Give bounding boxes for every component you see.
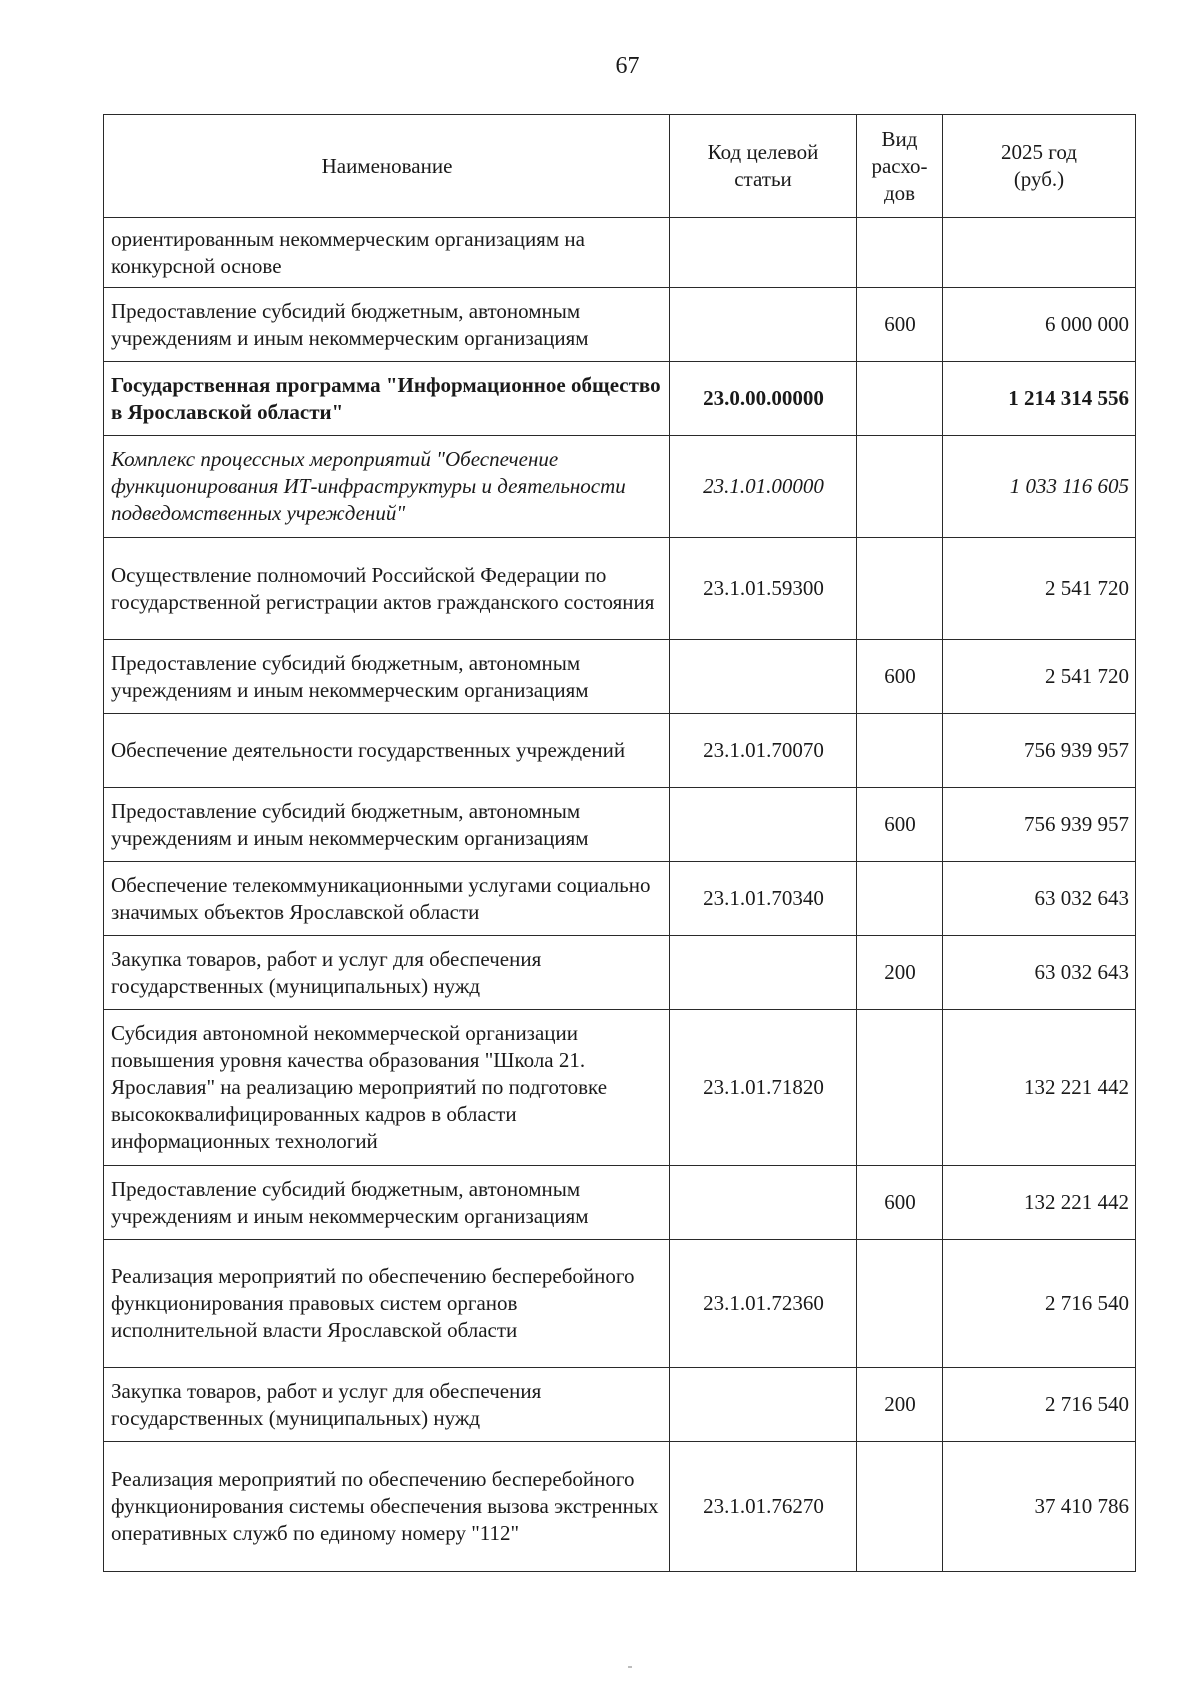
row-name: Предоставление субсидий бюджетным, автономным учреждениям и иным некоммерческим организациям bbox=[104, 788, 670, 862]
budget-table bbox=[103, 114, 1136, 1572]
row-code bbox=[670, 1368, 857, 1442]
row-code: 23.1.01.59300 bbox=[670, 538, 857, 640]
row-kind bbox=[857, 362, 943, 436]
table-row bbox=[104, 788, 1136, 862]
row-sum: 2 541 720 bbox=[943, 640, 1136, 714]
row-name: Предоставление субсидий бюджетным, автономным учреждениям и иным некоммерческим организациям bbox=[104, 640, 670, 714]
row-code: 23.1.01.72360 bbox=[670, 1240, 857, 1368]
table-row bbox=[104, 436, 1136, 538]
row-name: Государственная программа "Информационное общество в Ярославской области" bbox=[104, 362, 670, 436]
row-code: 23.1.01.70070 bbox=[670, 714, 857, 788]
row-sum bbox=[943, 218, 1136, 288]
table-row bbox=[104, 1010, 1136, 1166]
row-code bbox=[670, 1166, 857, 1240]
table-row bbox=[104, 1442, 1136, 1572]
table-row bbox=[104, 218, 1136, 288]
row-name: Обеспечение деятельности государственных учреждений bbox=[104, 714, 670, 788]
row-name: Закупка товаров, работ и услуг для обеспечения государственных (муниципальных) нужд bbox=[104, 1368, 670, 1442]
row-sum: 1 033 116 605 bbox=[943, 436, 1136, 538]
row-kind: 600 bbox=[857, 288, 943, 362]
table-row bbox=[104, 1166, 1136, 1240]
row-name: Реализация мероприятий по обеспечению бесперебойного функционирования системы обеспечения вызова экстренных оперативных служб по единому номеру "112" bbox=[104, 1442, 670, 1572]
row-name: Реализация мероприятий по обеспечению бесперебойного функционирования правовых систем органов исполнительной власти Ярославской области bbox=[104, 1240, 670, 1368]
row-kind: 200 bbox=[857, 936, 943, 1010]
row-kind: 600 bbox=[857, 640, 943, 714]
row-sum: 2 541 720 bbox=[943, 538, 1136, 640]
row-sum: 2 716 540 bbox=[943, 1240, 1136, 1368]
row-sum: 2 716 540 bbox=[943, 1368, 1136, 1442]
row-sum: 1 214 314 556 bbox=[943, 362, 1136, 436]
table-row bbox=[104, 714, 1136, 788]
row-kind: 600 bbox=[857, 788, 943, 862]
row-sum: 6 000 000 bbox=[943, 288, 1136, 362]
row-sum: 756 939 957 bbox=[943, 788, 1136, 862]
row-sum: 63 032 643 bbox=[943, 862, 1136, 936]
row-name: Осуществление полномочий Российской Федерации по государственной регистрации актов гражданского состояния bbox=[104, 538, 670, 640]
header-sum: 2025 год (руб.) bbox=[943, 115, 1136, 218]
row-kind bbox=[857, 1240, 943, 1368]
header-name: Наименование bbox=[104, 115, 670, 218]
row-code bbox=[670, 936, 857, 1010]
header-code: Код целевой статьи bbox=[670, 115, 857, 218]
table-row bbox=[104, 640, 1136, 714]
table-row bbox=[104, 1240, 1136, 1368]
row-kind: 200 bbox=[857, 1368, 943, 1442]
row-name: Обеспечение телекоммуникационными услугами социально значимых объектов Ярославской области bbox=[104, 862, 670, 936]
row-name: Комплекс процессных мероприятий "Обеспечение функционирования ИТ-инфраструктуры и деятельности подведомственных учреждений" bbox=[104, 436, 670, 538]
row-sum: 132 221 442 bbox=[943, 1166, 1136, 1240]
row-kind: 600 bbox=[857, 1166, 943, 1240]
row-name: Предоставление субсидий бюджетным, автономным учреждениям и иным некоммерческим организациям bbox=[104, 1166, 670, 1240]
row-name: Закупка товаров, работ и услуг для обеспечения государственных (муниципальных) нужд bbox=[104, 936, 670, 1010]
header-kind: Вид расхо-дов bbox=[857, 115, 943, 218]
table-row bbox=[104, 362, 1136, 436]
table-row bbox=[104, 862, 1136, 936]
row-name: Субсидия автономной некоммерческой организации повышения уровня качества образования "Школа 21. Ярославия" на реализацию мероприятий по подготовке высококвалифицированных кадров в области информационных технологий bbox=[104, 1010, 670, 1166]
table-row bbox=[104, 538, 1136, 640]
row-code: 23.1.01.00000 bbox=[670, 436, 857, 538]
row-kind bbox=[857, 538, 943, 640]
page-number: 67 bbox=[615, 53, 640, 79]
scan-speck bbox=[628, 1666, 632, 1668]
row-kind bbox=[857, 436, 943, 538]
row-sum: 63 032 643 bbox=[943, 936, 1136, 1010]
row-kind bbox=[857, 714, 943, 788]
table-body bbox=[104, 218, 1136, 1572]
row-code: 23.1.01.71820 bbox=[670, 1010, 857, 1166]
row-sum: 756 939 957 bbox=[943, 714, 1136, 788]
table-header bbox=[104, 115, 1136, 218]
row-kind bbox=[857, 1010, 943, 1166]
row-code: 23.1.01.76270 bbox=[670, 1442, 857, 1572]
table-row bbox=[104, 288, 1136, 362]
row-code: 23.0.00.00000 bbox=[670, 362, 857, 436]
row-kind bbox=[857, 1442, 943, 1572]
row-code bbox=[670, 788, 857, 862]
row-sum: 132 221 442 bbox=[943, 1010, 1136, 1166]
row-code bbox=[670, 640, 857, 714]
row-name: Предоставление субсидий бюджетным, автономным учреждениям и иным некоммерческим организациям bbox=[104, 288, 670, 362]
row-code bbox=[670, 218, 857, 288]
row-code: 23.1.01.70340 bbox=[670, 862, 857, 936]
table-row bbox=[104, 1368, 1136, 1442]
row-sum: 37 410 786 bbox=[943, 1442, 1136, 1572]
row-kind bbox=[857, 862, 943, 936]
row-code bbox=[670, 288, 857, 362]
table-row bbox=[104, 936, 1136, 1010]
row-kind bbox=[857, 218, 943, 288]
header-row bbox=[104, 115, 1136, 218]
row-name: ориентированным некоммерческим организациям на конкурсной основе bbox=[104, 218, 670, 288]
